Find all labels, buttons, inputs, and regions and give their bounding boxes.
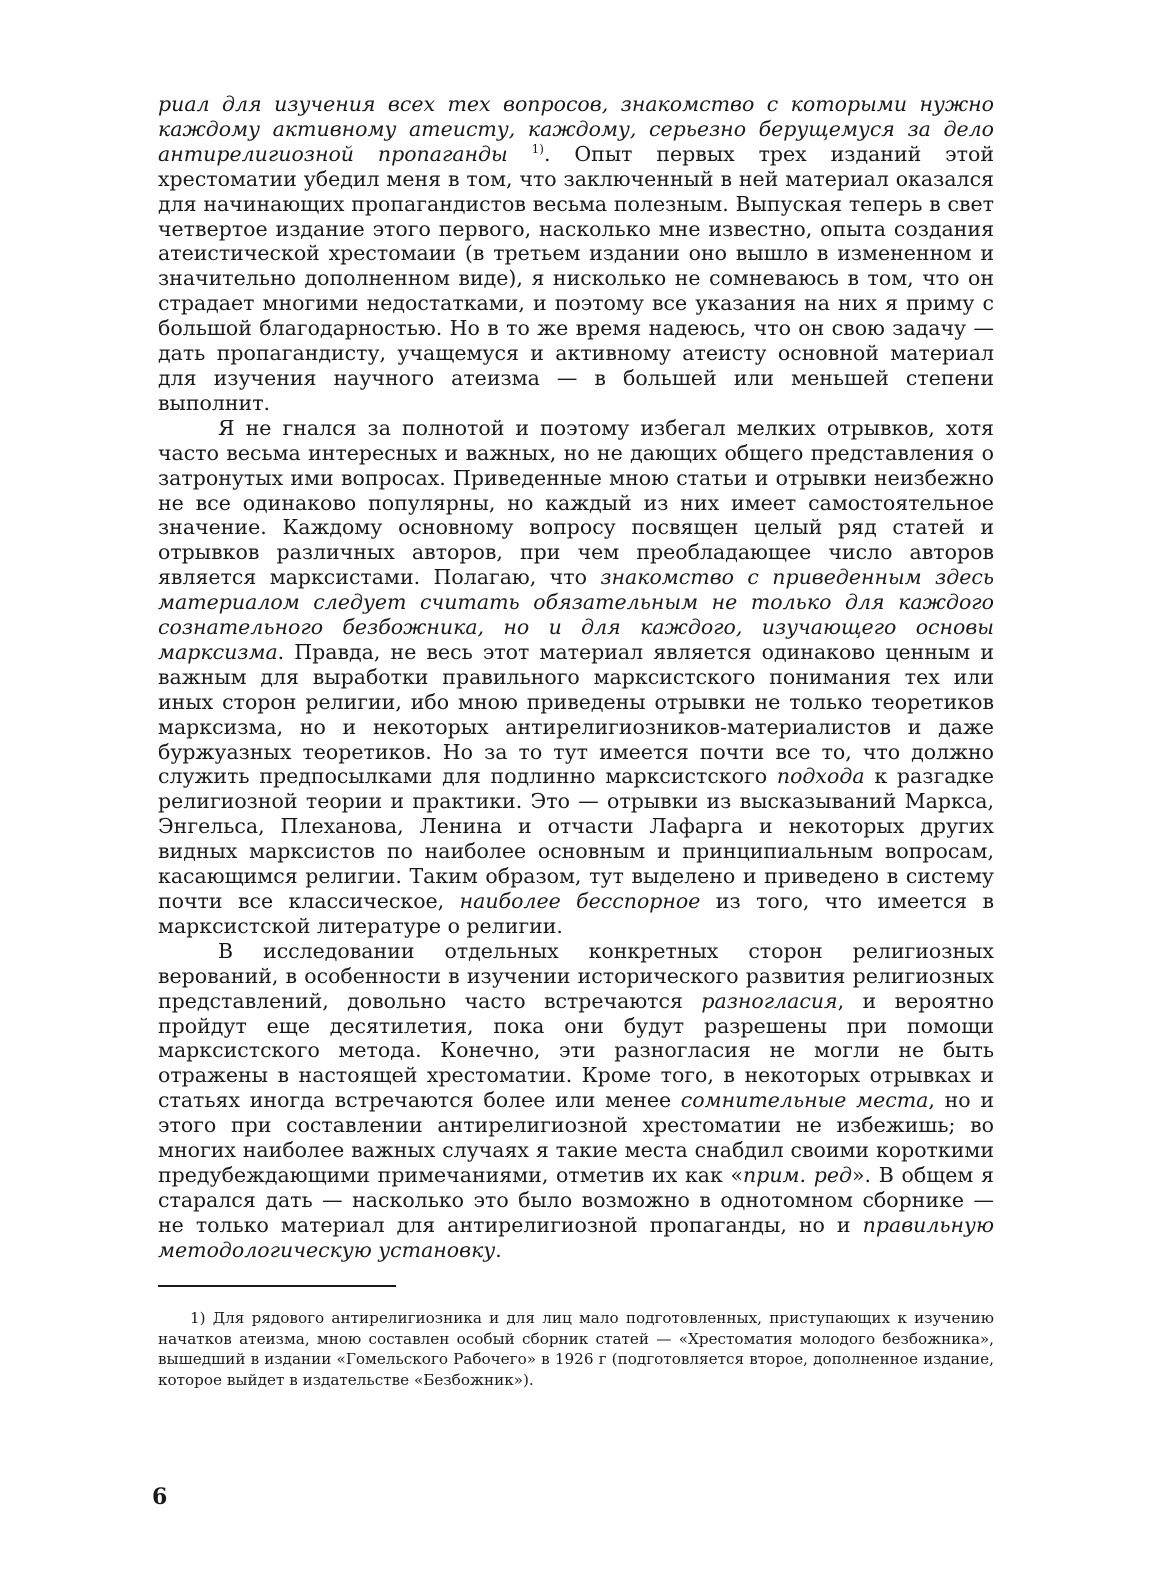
paragraph-2 — [158, 416, 994, 939]
italic-span: разногласия — [701, 988, 838, 1013]
page-number: 6 — [152, 1484, 168, 1510]
italic-span: правильную методологическую установку — [158, 1212, 994, 1262]
footnote-marker: 1) — [190, 1309, 206, 1327]
italic-span: риал для изучения всех тех вопросов, знакомство с которыми нужно каждому активному атеисту, каждому, серьезно берущемуся за дело антирелигиозной пропаганды — [158, 92, 994, 166]
italic-span: подхода — [776, 764, 865, 789]
footnote-divider — [158, 1285, 396, 1287]
italic-span: знакомство с приведенным здесь материалом следует считать обязательным не только для каждого сознательного безбожника, но и для каждого, изучающего основы марксизма — [158, 565, 994, 664]
footnote — [158, 1308, 994, 1390]
italic-span: сомнительные места — [680, 1088, 929, 1113]
text-span: к разгадке религиозной теории и практики. Это — отрывки из высказываний Маркса, Энгельса, Плеханова, Ленина и отчасти Лафарга и некоторых других видных марксистов по наиболее основным и принципиальным вопросам, касающимся религии. Таким образом, тут выделено и приведено в систему почти все классическое, — [158, 764, 994, 913]
text-span: , но и этого при составлении антирелигиозной хрестоматии не избежишь; во многих наиболее важных случаях я такие места снабдил своими короткими предубеждающими примечаниями, отметив их как « — [158, 1088, 994, 1187]
footnote-reference[interactable]: 1) — [531, 141, 544, 156]
text-span: В исследовании отдельных конкретных сторон религиозных верований, в особенности в изучении исторического развития религиозных представлений, довольно часто встречаются — [158, 938, 994, 1013]
italic-span: наиболее бесспорное — [459, 889, 701, 913]
footnote-text: Для рядового антирелигиозника и для лиц мало подготовленных, приступающих к изучению начатков атеизма, мною составлен особый сборник статей — «Хрестоматия молодого безбожника», вышедший в издании «Гомельского Рабочего» в 1926 г (подготовляется второе, дополненное издание, которое выйдет в издательстве «Безбожник»). — [158, 1309, 994, 1389]
italic-span: прим. ред — [743, 1162, 853, 1187]
paragraph-3 — [158, 939, 994, 1263]
text-span: Я не гнался за полнотой и поэтому избегал мелких отрывков, хотя часто весьма интересных и важных, но не дающих общего представления о затронутых ими вопросах. Приведенные мною статьи и отрывки неизбежно не все одинаково популярны, но каждый из них имеет самостоятельное значение. Каждому основному вопросу посвящен целый ряд статей и отрывков различных авторов, при чем преобладающее число авторов является марксистами. Полагаю, что — [158, 415, 994, 590]
text-span: ». В общем я старался дать — насколько это было возможно в однотомном сборнике — не только материал для антирелигиозной пропаганды, но и — [158, 1162, 994, 1237]
text-span: . Правда, не весь этот материал является одинаково ценным и важным для выработки правильного марксистского понимания тех или иных сторон религии, ибо мною приведены отрывки не только теоретиков марксизма, но и некоторых антирелигиозников-материалистов и даже буржуазных теоретиков. Но за то тут имеется почти все то, что должно служить предпосылками для подлинно марксистского — [158, 639, 994, 789]
paragraph-1 — [158, 92, 994, 416]
main-text — [158, 92, 994, 1263]
text-span: , и вероятно пройдут еще десятилетия, пока они будут разрешены при помощи марксистского метода. Конечно, эти разногласия не могли не быть отражены в настоящей хрестоматии. Кроме того, в некоторых отрывках и статьях иногда встречаются более или менее — [158, 988, 994, 1113]
text-span: из того, что имеется в марксистской литературе о религии. — [158, 889, 994, 938]
text-span: . — [495, 1237, 502, 1262]
text-span: . Опыт первых трех изданий этой хрестоматии убедил меня в том, что заключенный в ней материал оказался для начинающих пропагандистов весьма полезным. Выпуская теперь в свет четвертое издание этого первого, насколько мне известно, опыта создания атеистической хрестомаии (в третьем издании оно вышло в измененном и значительно дополненном виде), я нисколько не сомневаюсь в том, что он страдает многими недостатками, и поэтому все указания на них я приму с большой благодарностью. Но в то же время надеюсь, что он свою задачу — дать пропагандисту, учащемуся и активному атеисту основной материал для изучения научного атеизма — в большей или меньшей степени выполнит. — [158, 141, 994, 415]
